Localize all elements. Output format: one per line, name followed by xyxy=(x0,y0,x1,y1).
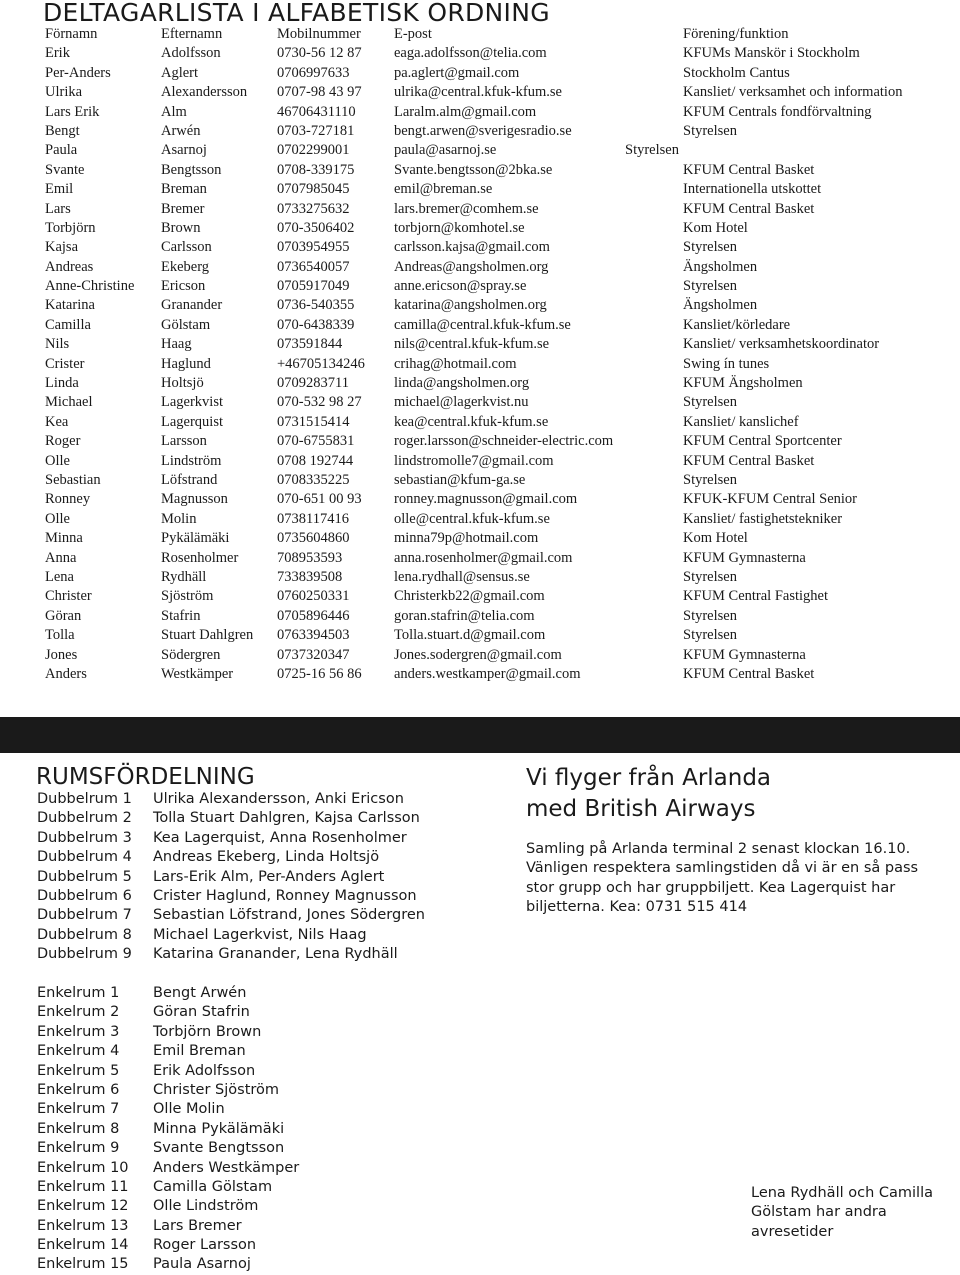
room-label: Enkelrum 9 xyxy=(37,1140,120,1157)
cell-firstname: Anne-Christine xyxy=(45,278,135,295)
cell-lastname: Haag xyxy=(161,336,192,353)
header-organization: Förening/funktion xyxy=(683,26,789,42)
room-guests: Olle Lindström xyxy=(153,1198,259,1215)
cell-lastname: Breman xyxy=(161,181,207,198)
cell-email: olle@central.kfuk-kfum.se xyxy=(394,510,550,527)
cell-organization: KFUM Central Sportcenter xyxy=(683,433,842,450)
room-label: Dubbelrum 5 xyxy=(37,868,132,885)
double-room-row xyxy=(37,829,507,848)
room-label: Enkelrum 11 xyxy=(37,1178,129,1195)
cell-email: Tolla.stuart.d@gmail.com xyxy=(394,627,546,644)
table-row xyxy=(45,180,950,199)
header-lastname: Efternamn xyxy=(161,26,223,42)
cell-mobile: 070-6438339 xyxy=(277,316,355,333)
room-guests: Roger Larsson xyxy=(153,1237,257,1254)
cell-organization: KFUM Ängsholmen xyxy=(683,375,803,392)
room-guests: Emil Breman xyxy=(153,1043,246,1060)
cell-firstname: Katarina xyxy=(45,297,95,314)
cell-firstname: Minna xyxy=(45,530,83,547)
room-guests: Michael Lagerkvist, Nils Haag xyxy=(153,926,367,943)
double-room-row xyxy=(37,926,507,945)
cell-lastname: Arwén xyxy=(161,122,201,139)
cell-lastname: Bengtsson xyxy=(161,161,222,178)
single-room-row xyxy=(37,984,507,1003)
table-row xyxy=(45,277,950,296)
rooms-title: RUMSFÖRDELNING xyxy=(36,764,255,790)
cell-email: lars.bremer@comhem.se xyxy=(394,200,539,217)
single-room-row xyxy=(37,1197,507,1216)
cell-email: nils@central.kfuk-kfum.se xyxy=(394,336,550,353)
room-label: Dubbelrum 3 xyxy=(37,829,132,846)
table-row xyxy=(45,83,950,102)
cell-firstname: Kajsa xyxy=(45,239,79,256)
table-row xyxy=(45,122,950,141)
table-row xyxy=(45,64,950,83)
cell-organization: KFUM Central Basket xyxy=(683,665,815,682)
table-row xyxy=(45,568,950,587)
cell-email: bengt.arwen@sverigesradio.se xyxy=(394,122,572,139)
cell-organization: Ängsholmen xyxy=(683,258,758,275)
room-label: Enkelrum 5 xyxy=(37,1062,120,1079)
cell-firstname: Ulrika xyxy=(45,84,83,101)
table-row xyxy=(45,490,950,509)
table-row xyxy=(45,316,950,335)
cell-organization: KFUM Centrals fondförvaltning xyxy=(683,103,872,120)
cell-lastname: Rydhäll xyxy=(161,568,207,585)
cell-organization: KFUM Central Basket xyxy=(683,161,815,178)
header-firstname: Förnamn xyxy=(45,26,98,42)
header-mobile: Mobilnummer xyxy=(277,26,361,42)
double-room-row xyxy=(37,906,507,925)
cell-email: Svante.bengtsson@2bka.se xyxy=(394,161,553,178)
cell-lastname: Larsson xyxy=(161,433,207,450)
cell-email: minna79p@hotmail.com xyxy=(394,530,539,547)
cell-organization: Kansliet/ verksamhetskoordinator xyxy=(683,336,880,353)
cell-email: Andreas@angsholmen.org xyxy=(394,258,549,275)
cell-mobile: 0709283711 xyxy=(277,375,349,392)
room-guests: Kea Lagerquist, Anna Rosenholmer xyxy=(153,829,407,846)
room-guests: Ulrika Alexandersson, Anki Ericson xyxy=(153,791,404,807)
cell-mobile: 0733275632 xyxy=(277,200,350,217)
cell-mobile: 070-651 00 93 xyxy=(277,491,362,508)
cell-email: lena.rydhall@sensus.se xyxy=(394,568,530,585)
cell-firstname: Göran xyxy=(45,607,82,624)
cell-mobile: 0725-16 56 86 xyxy=(277,665,362,682)
double-rooms-list xyxy=(37,790,507,965)
cell-lastname: Ericson xyxy=(161,278,206,295)
room-guests: Sebastian Löfstrand, Jones Södergren xyxy=(153,907,425,924)
cell-organization: Kansliet/körledare xyxy=(683,316,791,333)
flight-title-line2: med British Airways xyxy=(526,796,756,822)
cell-email: Christerkb22@gmail.com xyxy=(394,588,545,605)
cell-organization: Swing ín tunes xyxy=(683,355,770,372)
cell-organization: KFUM Central Basket xyxy=(683,200,815,217)
cell-lastname: Pykälämäki xyxy=(161,530,230,547)
single-room-row xyxy=(37,1120,507,1139)
room-label: Enkelrum 12 xyxy=(37,1198,129,1215)
cell-mobile: 0737320347 xyxy=(277,646,350,663)
cell-firstname: Per-Anders xyxy=(45,64,111,81)
cell-mobile: 0707985045 xyxy=(277,181,350,198)
cell-firstname: Crister xyxy=(45,355,85,372)
cell-email: anne.ericson@spray.se xyxy=(394,278,527,295)
single-room-row xyxy=(37,1139,507,1158)
cell-firstname: Lena xyxy=(45,568,74,585)
room-guests: Tolla Stuart Dahlgren, Kajsa Carlsson xyxy=(153,810,420,827)
cell-email: sebastian@kfum-ga.se xyxy=(394,471,526,488)
table-row xyxy=(45,665,950,684)
cell-lastname: Magnusson xyxy=(161,491,228,508)
cell-lastname: Rosenholmer xyxy=(161,549,239,566)
cell-firstname: Lars Erik xyxy=(45,103,100,120)
cell-firstname: Paula xyxy=(45,142,78,159)
cell-organization: Kansliet/ kanslichef xyxy=(683,413,799,430)
cell-mobile: 0703954955 xyxy=(277,239,350,256)
cell-email: Laralm.alm@gmail.com xyxy=(394,103,537,120)
cell-mobile: 070-532 98 27 xyxy=(277,394,362,411)
cell-lastname: Holtsjö xyxy=(161,375,204,392)
single-room-row xyxy=(37,1100,507,1119)
cell-lastname: Södergren xyxy=(161,646,221,663)
table-row xyxy=(45,587,950,606)
room-label: Enkelrum 8 xyxy=(37,1120,120,1137)
cell-mobile: 070-6755831 xyxy=(277,433,355,450)
cell-organization: Kom Hotel xyxy=(683,530,748,547)
table-row xyxy=(45,335,950,354)
cell-organization: Kansliet/ fastighetstekniker xyxy=(683,510,843,527)
cell-mobile: 0707-98 43 97 xyxy=(277,84,362,101)
cell-email: pa.aglert@gmail.com xyxy=(394,64,520,81)
cell-mobile: +46705134246 xyxy=(277,355,365,372)
cell-firstname: Lars xyxy=(45,200,71,217)
room-guests: Christer Sjöström xyxy=(153,1081,280,1098)
cell-mobile: 46706431110 xyxy=(277,103,356,120)
cell-mobile: 0735604860 xyxy=(277,530,350,547)
table-row xyxy=(45,44,950,63)
table-row xyxy=(45,296,950,315)
room-label: Enkelrum 4 xyxy=(37,1043,120,1060)
cell-email: roger.larsson@schneider-electric.com xyxy=(394,433,614,450)
room-label: Dubbelrum 2 xyxy=(37,810,132,827)
cell-organization: Internationella utskottet xyxy=(683,181,822,198)
room-guests: Olle Molin xyxy=(153,1101,225,1118)
header-email: E-post xyxy=(394,26,432,42)
cell-firstname: Anna xyxy=(45,549,77,566)
table-row xyxy=(45,161,950,180)
double-room-row xyxy=(37,887,507,906)
cell-lastname: Molin xyxy=(161,510,197,527)
cell-firstname: Sebastian xyxy=(45,471,101,488)
cell-firstname: Ronney xyxy=(45,491,91,508)
table-row xyxy=(45,549,950,568)
cell-lastname: Carlsson xyxy=(161,239,212,256)
cell-mobile: 070-3506402 xyxy=(277,219,355,236)
room-label: Enkelrum 10 xyxy=(37,1159,129,1176)
cell-firstname: Jones xyxy=(45,646,78,663)
page-title: DELTAGARLISTA I ALFABETISK ORDNING xyxy=(43,0,550,27)
single-room-row xyxy=(37,1003,507,1022)
cell-mobile: 0708335225 xyxy=(277,471,350,488)
cell-email: ulrika@central.kfuk-kfum.se xyxy=(394,84,562,101)
cell-lastname: Adolfsson xyxy=(161,45,221,62)
cell-organization: Stockholm Cantus xyxy=(683,64,790,81)
cell-firstname: Torbjörn xyxy=(45,219,96,236)
cell-firstname: Linda xyxy=(45,375,79,392)
single-room-row xyxy=(37,1081,507,1100)
table-row xyxy=(45,200,950,219)
room-guests: Paula Asarnoj xyxy=(153,1256,251,1273)
cell-email: michael@lagerkvist.nu xyxy=(394,394,529,411)
cell-email: anders.westkamper@gmail.com xyxy=(394,665,581,682)
departure-note: Lena Rydhäll och Camilla Gölstam har andra avresetider xyxy=(751,1185,933,1240)
cell-lastname: Alexandersson xyxy=(161,84,248,101)
table-row xyxy=(45,413,950,432)
table-row xyxy=(45,646,950,665)
cell-lastname: Sjöström xyxy=(161,588,214,605)
room-label: Enkelrum 15 xyxy=(37,1256,129,1273)
cell-mobile: 0706997633 xyxy=(277,64,350,81)
table-row xyxy=(45,452,950,471)
room-label: Dubbelrum 8 xyxy=(37,926,132,943)
cell-email: torbjorn@komhotel.se xyxy=(394,219,525,236)
cell-mobile: 733839508 xyxy=(277,568,343,585)
cell-mobile: 0705917049 xyxy=(277,278,350,295)
room-label: Enkelrum 2 xyxy=(37,1004,120,1021)
cell-lastname: Asarnoj xyxy=(161,142,207,159)
cell-organization: KFUM Gymnasterna xyxy=(683,549,806,566)
participant-rows xyxy=(45,44,950,684)
single-room-row xyxy=(37,1178,507,1197)
cell-mobile: 0705896446 xyxy=(277,607,350,624)
cell-firstname: Roger xyxy=(45,433,81,450)
room-guests: Crister Haglund, Ronney Magnusson xyxy=(153,887,417,904)
cell-firstname: Kea xyxy=(45,413,69,430)
cell-email: anna.rosenholmer@gmail.com xyxy=(394,549,573,566)
cell-organization: Styrelsen xyxy=(683,471,737,488)
cell-organization: Styrelsen xyxy=(683,607,737,624)
single-room-row xyxy=(37,1255,507,1274)
cell-lastname: Löfstrand xyxy=(161,471,218,488)
cell-mobile: 0730-56 12 87 xyxy=(277,45,362,62)
table-row xyxy=(45,258,950,277)
cell-firstname: Christer xyxy=(45,588,92,605)
single-rooms-list xyxy=(37,984,507,1275)
cell-email: katarina@angsholmen.org xyxy=(394,297,547,314)
cell-mobile: 0738117416 xyxy=(277,510,349,527)
cell-firstname: Andreas xyxy=(45,258,94,275)
cell-organization: Styrelsen xyxy=(683,278,737,295)
table-row xyxy=(45,238,950,257)
cell-lastname: Haglund xyxy=(161,355,211,372)
table-row xyxy=(45,103,950,122)
cell-firstname: Olle xyxy=(45,510,70,527)
cell-firstname: Michael xyxy=(45,394,93,411)
cell-lastname: Gölstam xyxy=(161,316,211,333)
room-guests: Lars-Erik Alm, Per-Anders Aglert xyxy=(153,868,385,885)
cell-firstname: Nils xyxy=(45,336,70,353)
room-label: Enkelrum 3 xyxy=(37,1023,120,1040)
cell-email: emil@breman.se xyxy=(394,181,493,198)
cell-email: lindstromolle7@gmail.com xyxy=(394,452,554,469)
single-room-row xyxy=(37,1023,507,1042)
room-guests: Andreas Ekeberg, Linda Holtsjö xyxy=(153,849,380,866)
double-room-row xyxy=(37,790,507,809)
table-row xyxy=(45,432,950,451)
cell-email: crihag@hotmail.com xyxy=(394,355,517,372)
room-guests: Svante Bengtsson xyxy=(153,1140,285,1157)
cell-organization: Styrelsen xyxy=(683,239,737,256)
cell-email: kea@central.kfuk-kfum.se xyxy=(394,413,549,430)
cell-lastname: Lagerkvist xyxy=(161,394,224,411)
cell-email: eaga.adolfsson@telia.com xyxy=(394,45,547,62)
room-label: Enkelrum 6 xyxy=(37,1081,120,1098)
cell-lastname: Alm xyxy=(161,103,187,120)
cell-organization: Styrelsen xyxy=(683,122,737,139)
cell-mobile: 0708-339175 xyxy=(277,161,355,178)
double-room-row xyxy=(37,868,507,887)
double-room-row xyxy=(37,945,507,964)
divider-band xyxy=(0,717,960,753)
cell-organization: KFUMs Manskör i Stockholm xyxy=(683,45,860,62)
cell-firstname: Tolla xyxy=(45,627,75,644)
room-guests: Anders Westkämper xyxy=(153,1159,300,1176)
room-label: Dubbelrum 7 xyxy=(37,907,132,924)
cell-email: Jones.sodergren@gmail.com xyxy=(394,646,562,663)
table-row xyxy=(45,607,950,626)
cell-firstname: Svante xyxy=(45,161,85,178)
room-guests: Camilla Gölstam xyxy=(153,1178,273,1195)
cell-organization: KFUM Central Basket xyxy=(683,452,815,469)
cell-firstname: Bengt xyxy=(45,122,80,139)
room-guests: Minna Pykälämäki xyxy=(153,1120,285,1137)
table-header xyxy=(45,25,950,44)
table-row xyxy=(45,471,950,490)
table-row xyxy=(45,374,950,393)
cell-mobile: 0763394503 xyxy=(277,627,350,644)
cell-organization: Styrelsen xyxy=(625,142,679,159)
cell-organization: Ängsholmen xyxy=(683,297,758,314)
table-row xyxy=(45,510,950,529)
room-label: Enkelrum 14 xyxy=(37,1237,129,1254)
room-label: Dubbelrum 6 xyxy=(37,887,132,904)
single-room-row xyxy=(37,1217,507,1236)
cell-email: linda@angsholmen.org xyxy=(394,375,530,392)
cell-firstname: Emil xyxy=(45,181,74,198)
room-label: Dubbelrum 4 xyxy=(37,849,132,866)
cell-organization: Styrelsen xyxy=(683,627,737,644)
room-guests: Lars Bremer xyxy=(153,1217,242,1234)
table-row xyxy=(45,529,950,548)
cell-mobile: 0708 192744 xyxy=(277,452,354,469)
cell-organization: Styrelsen xyxy=(683,568,737,585)
flight-title-line1: Vi flyger från Arlanda xyxy=(526,765,772,791)
room-guests: Katarina Granander, Lena Rydhäll xyxy=(153,946,398,963)
room-label: Enkelrum 13 xyxy=(37,1217,129,1234)
flight-title xyxy=(526,763,946,825)
table-row xyxy=(45,626,950,645)
cell-lastname: Ekeberg xyxy=(161,258,210,275)
flight-info: Samling på Arlanda terminal 2 senast klockan 16.10. Vänligen respektera samlingstiden då vi är en så pass stor grupp och har gruppbiljett. Kea Lagerquist har biljetterna. Kea: 0731 515 414 xyxy=(526,841,919,916)
cell-organization: Styrelsen xyxy=(683,394,737,411)
cell-organization: Kom Hotel xyxy=(683,219,748,236)
table-row xyxy=(45,393,950,412)
cell-email: goran.stafrin@telia.com xyxy=(394,607,535,624)
cell-lastname: Lindström xyxy=(161,452,222,469)
cell-lastname: Granander xyxy=(161,297,223,314)
room-guests: Erik Adolfsson xyxy=(153,1062,256,1079)
cell-mobile: 0702299001 xyxy=(277,142,350,159)
cell-mobile: 0703-727181 xyxy=(277,122,355,139)
cell-email: camilla@central.kfuk-kfum.se xyxy=(394,316,571,333)
cell-firstname: Anders xyxy=(45,665,87,682)
cell-lastname: Stuart Dahlgren xyxy=(161,627,254,644)
cell-lastname: Stafrin xyxy=(161,607,201,624)
cell-mobile: 0731515414 xyxy=(277,413,350,430)
cell-lastname: Aglert xyxy=(161,64,199,81)
cell-mobile: 708953593 xyxy=(277,549,343,566)
cell-organization: KFUM Gymnasterna xyxy=(683,646,806,663)
cell-email: paula@asarnoj.se xyxy=(394,142,497,159)
single-room-row xyxy=(37,1062,507,1081)
cell-mobile: 073591844 xyxy=(277,336,343,353)
cell-firstname: Olle xyxy=(45,452,70,469)
room-label: Enkelrum 7 xyxy=(37,1101,120,1118)
cell-email: ronney.magnusson@gmail.com xyxy=(394,491,578,508)
table-row xyxy=(45,355,950,374)
participant-table xyxy=(45,25,950,684)
cell-mobile: 0736540057 xyxy=(277,258,350,275)
single-room-row xyxy=(37,1236,507,1255)
cell-firstname: Camilla xyxy=(45,316,91,333)
cell-firstname: Erik xyxy=(45,45,70,62)
cell-organization: KFUM Central Fastighet xyxy=(683,588,828,605)
table-row xyxy=(45,219,950,238)
single-room-row xyxy=(37,1159,507,1178)
double-room-row xyxy=(37,809,507,828)
cell-lastname: Westkämper xyxy=(161,665,234,682)
cell-organization: KFUK-KFUM Central Senior xyxy=(683,491,857,508)
cell-mobile: 0736-540355 xyxy=(277,297,355,314)
cell-lastname: Bremer xyxy=(161,200,205,217)
single-room-row xyxy=(37,1042,507,1061)
cell-mobile: 0760250331 xyxy=(277,588,350,605)
table-row xyxy=(45,141,950,160)
cell-organization: Kansliet/ verksamhet och information xyxy=(683,84,903,101)
room-guests: Torbjörn Brown xyxy=(153,1023,262,1040)
room-label: Enkelrum 1 xyxy=(37,985,120,1001)
cell-lastname: Lagerquist xyxy=(161,413,224,430)
double-room-row xyxy=(37,848,507,867)
cell-lastname: Brown xyxy=(161,219,201,236)
room-label: Dubbelrum 9 xyxy=(37,946,132,963)
cell-email: carlsson.kajsa@gmail.com xyxy=(394,239,550,256)
room-guests: Göran Stafrin xyxy=(153,1004,250,1021)
room-label: Dubbelrum 1 xyxy=(37,791,132,807)
room-guests: Bengt Arwén xyxy=(153,985,247,1001)
